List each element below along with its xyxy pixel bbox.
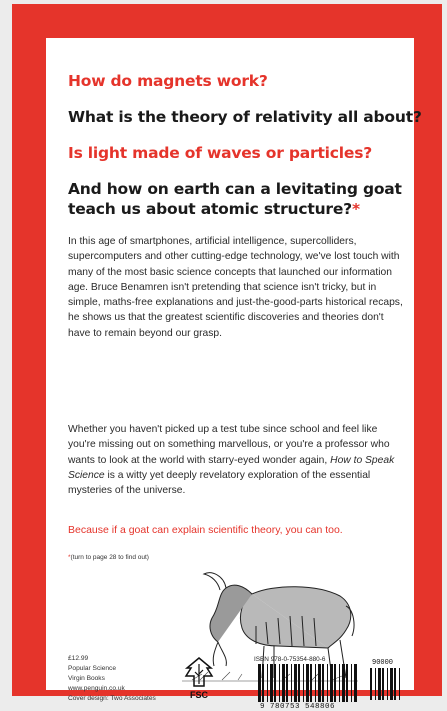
cover-text-panel	[46, 38, 422, 711]
blurb-paragraph-1: In this age of smartphones, artificial intelligence, supercolliders, supercomputers and other cutting-edge technology, we've lost touch with many of the most basic science concepts that launched our information age. Bruce Benamren isn't pretending that science isn't tricky, but in simple, maths-free explanations and just-the-good-parts historical recaps, he shows us that the greatest scientific discoveries and theories don't have to remain beyond our grasp.	[68, 236, 403, 339]
price: £12.99	[68, 655, 89, 662]
barcode	[258, 664, 358, 702]
publisher-info	[68, 654, 156, 704]
category: Popular Science	[68, 665, 117, 672]
question-magnets: How do magnets work?	[68, 72, 268, 90]
tagline: Because if a goat can explain scientific theory, you can too.	[68, 524, 343, 536]
price-barcode	[370, 668, 404, 700]
question-goat-line1: And how on earth can a levitating goat	[68, 180, 402, 198]
price-code: 90000	[372, 659, 394, 667]
website: www.penguin.co.uk	[68, 685, 125, 692]
publisher: Virgin Books	[68, 675, 105, 682]
question-light: Is light made of waves or particles?	[68, 144, 373, 162]
footnote-asterisk: *	[351, 200, 360, 218]
barcode-number: 9 780753 548806	[260, 703, 336, 711]
question-relativity: What is the theory of relativity all about?	[68, 108, 422, 126]
book-title: How to Speak Science	[68, 454, 395, 481]
fsc-label: FSC	[190, 690, 208, 700]
blurb-paragraph-2: Whether you haven't picked up a test tube since school and feel like you're missing out on something marvellous, or you're a professor who wants to look at the world with starry-eyed wonder again, How to Speak Science is a witty yet deeply revelatory exploration of the essential mysteries of the universe.	[68, 424, 395, 497]
isbn: ISBN 978-0-75354-880-6	[254, 656, 326, 663]
footnote: *(turn to page 28 to find out)	[68, 554, 149, 561]
cover-credit: Cover design: Two Associates	[68, 695, 156, 702]
book-back-cover	[12, 4, 442, 711]
question-goat-line2: teach us about atomic structure?*	[68, 200, 360, 218]
fsc-logo-icon	[184, 656, 214, 702]
